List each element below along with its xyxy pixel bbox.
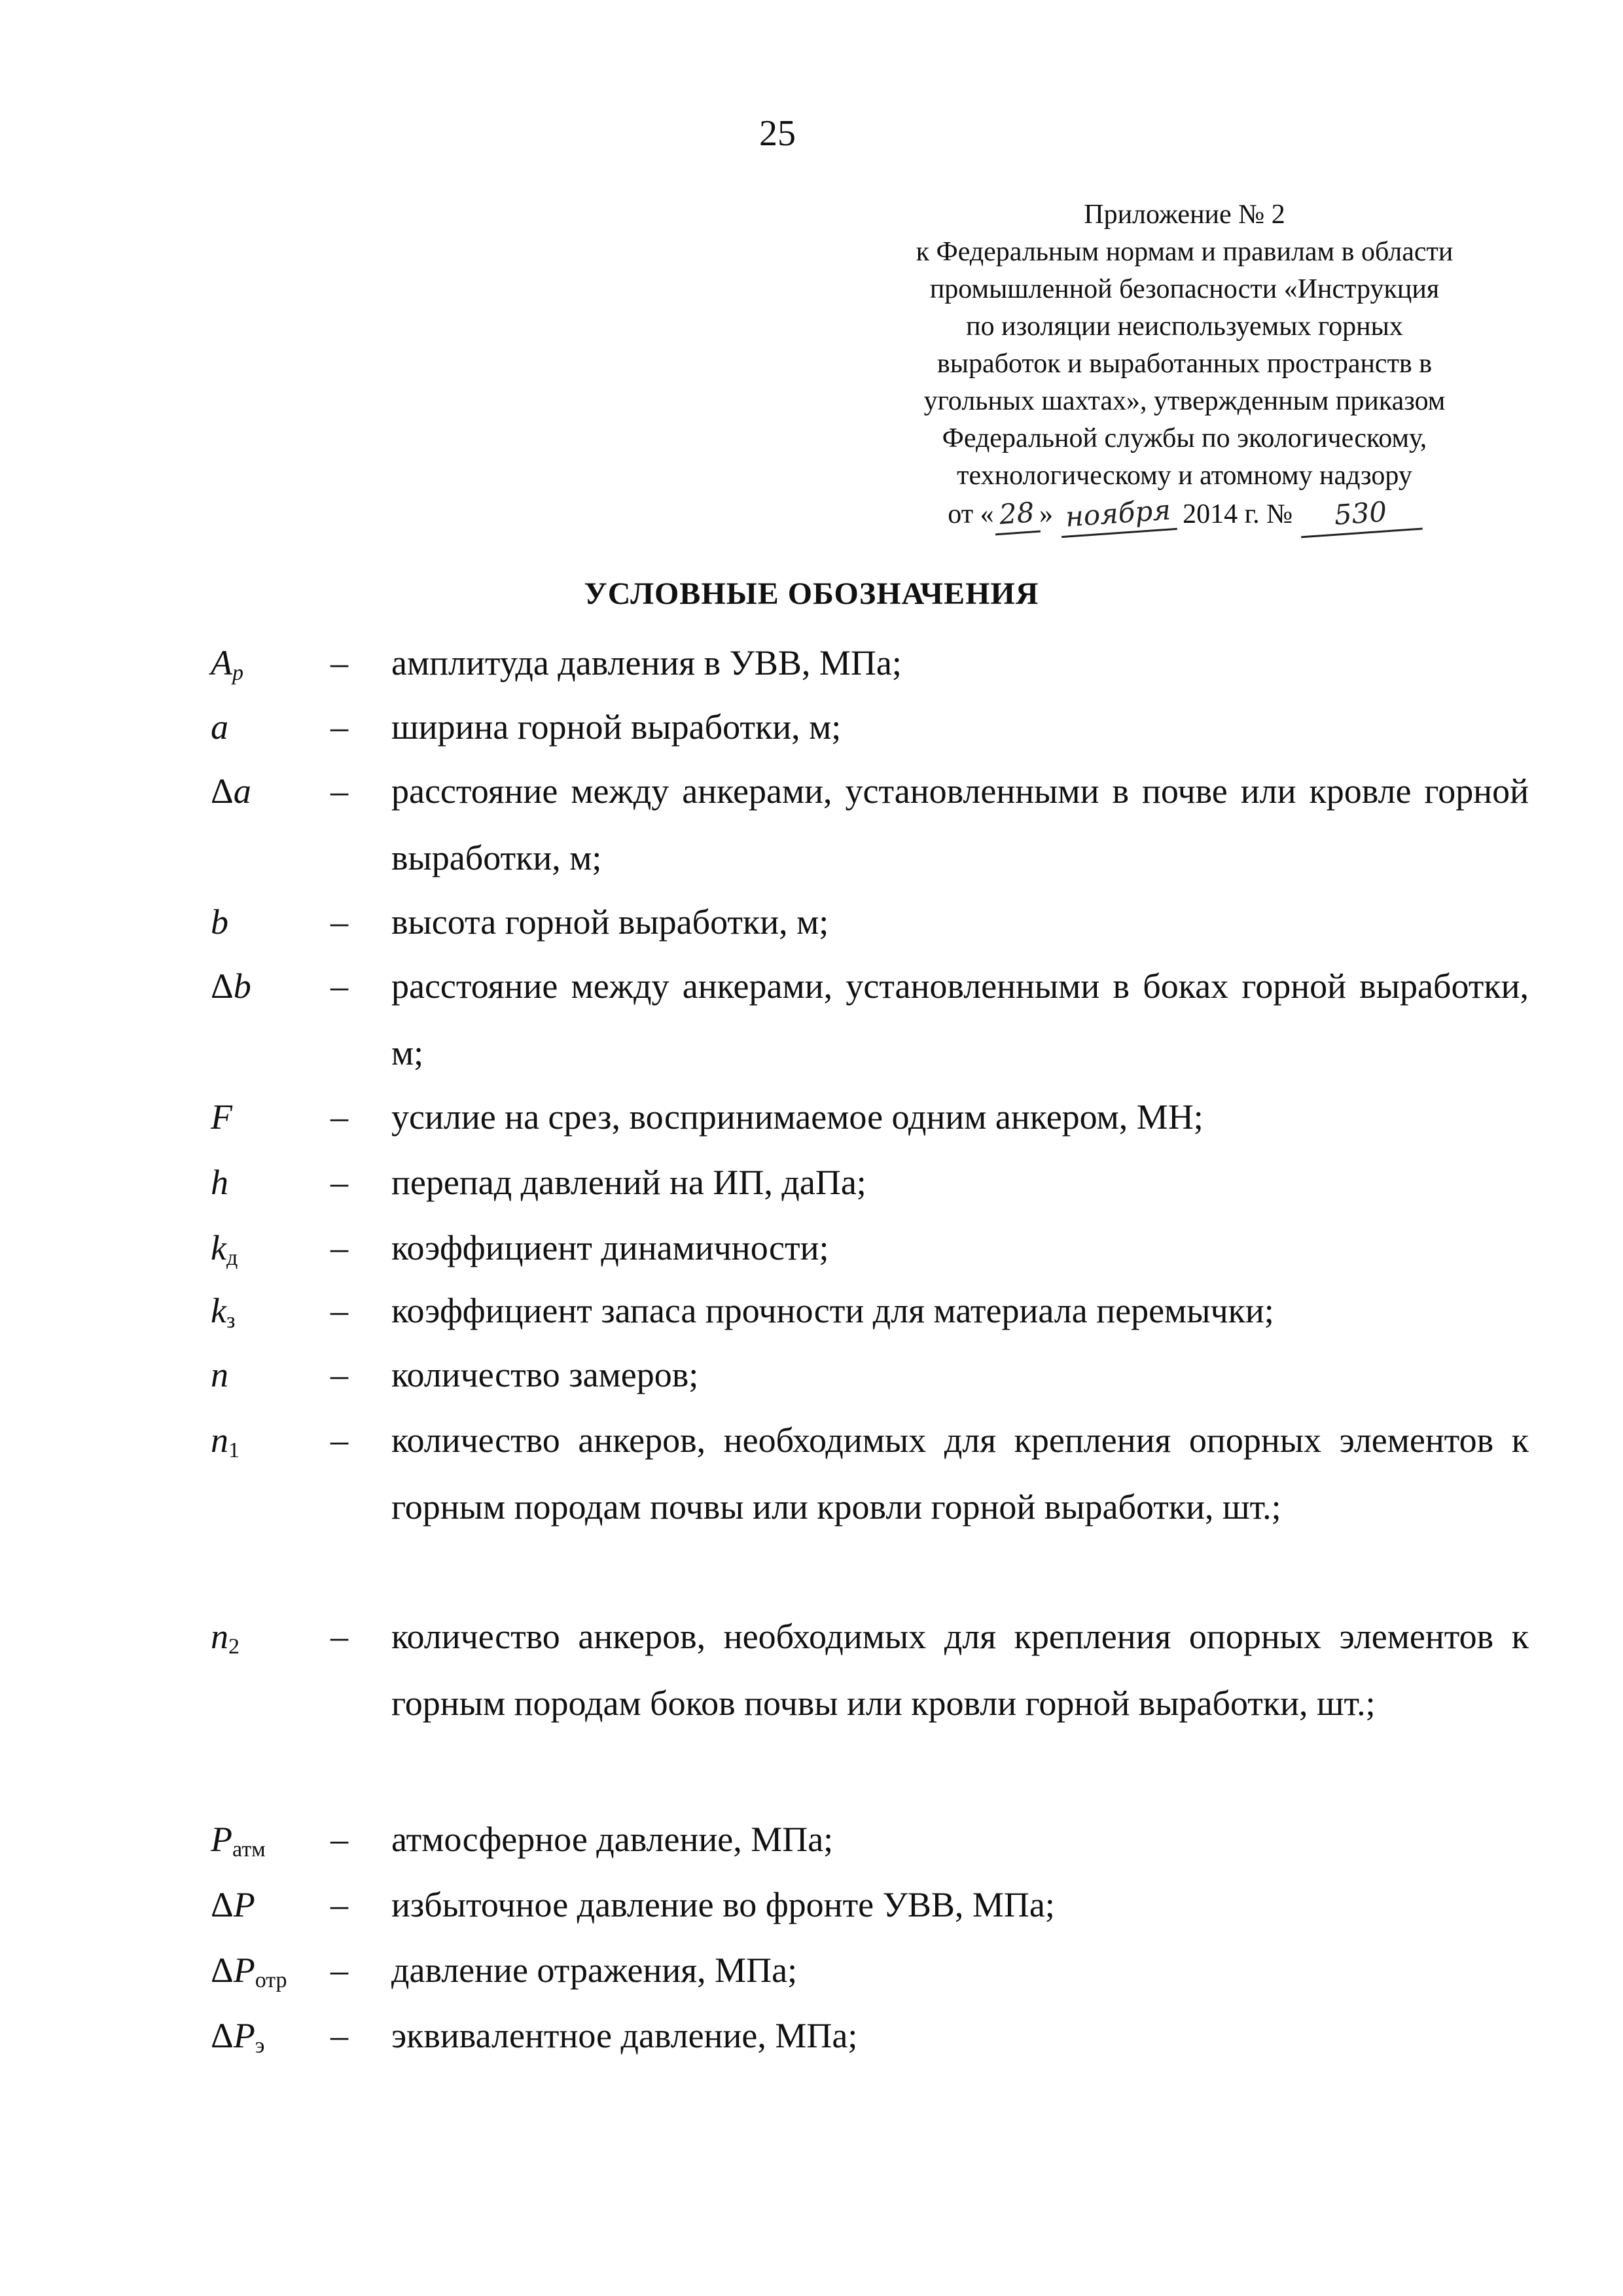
symbol-dash: – xyxy=(330,707,348,747)
handwritten-order-number: 530 xyxy=(1298,491,1423,539)
symbol-description: перепад давлений на ИП, даПа; xyxy=(391,1163,866,1202)
symbol-dash: – xyxy=(330,1885,348,1924)
symbol-description: количество анкеров, необходимых для крепления опорных элементов к горным породам боков почвы или кровли горной выработки, шт.; xyxy=(391,1617,1529,1723)
symbol-base: n xyxy=(211,1421,228,1460)
symbol-base: P xyxy=(233,1885,255,1924)
symbol-base: b xyxy=(211,902,228,942)
symbol-description: коэффициент динамичности; xyxy=(391,1228,829,1267)
symbol-description: количество анкеров, необходимых для крепления опорных элементов к горным породам почвы или кровли горной выработки, шт.; xyxy=(391,1421,1529,1527)
symbol-base: h xyxy=(211,1163,228,1202)
symbol-description: количество замеров; xyxy=(391,1355,699,1394)
symbol-description: расстояние между анкерами, установленными в боках горной выработки, м; xyxy=(391,966,1529,1072)
symbol-dash: – xyxy=(330,1355,348,1394)
date-mid: » xyxy=(1039,499,1054,529)
delta-sign: Δ xyxy=(211,2016,234,2055)
symbol-row xyxy=(0,629,1623,696)
appendix-line: выработок и выработанных пространств в xyxy=(936,349,1433,379)
symbol-row xyxy=(0,1937,1623,2004)
date-prefix: от « xyxy=(948,499,994,529)
handwritten-month: ноября xyxy=(1059,491,1177,538)
symbol-row xyxy=(0,1277,1623,1344)
symbol-dash: – xyxy=(330,1097,348,1137)
symbol-base: b xyxy=(233,966,251,1006)
symbol-subscript: з xyxy=(226,1309,236,1333)
symbol-subscript: 2 xyxy=(228,1634,240,1659)
symbol-dash: – xyxy=(330,771,348,811)
symbol-row xyxy=(0,1341,1623,1408)
symbol-row xyxy=(0,758,1623,891)
symbol-base: P xyxy=(233,2016,255,2055)
symbol-description: атмосферное давление, МПа; xyxy=(391,1820,834,1859)
appendix-line: Приложение № 2 xyxy=(1084,200,1285,230)
symbol-description: давление отражения, МПа; xyxy=(391,1951,798,1990)
symbol-subscript: э xyxy=(255,2034,265,2058)
symbol-description: ширина горной выработки, м; xyxy=(391,707,842,747)
symbol-row xyxy=(0,1603,1623,1803)
symbol-row xyxy=(0,1806,1623,1873)
delta-sign: Δ xyxy=(211,771,234,811)
symbol-base: a xyxy=(211,707,228,747)
symbol-base: k xyxy=(211,1228,226,1267)
symbol-description: высота горной выработки, м; xyxy=(391,902,829,942)
symbol-dash: – xyxy=(330,902,348,942)
page-number: 25 xyxy=(759,113,796,154)
section-title: УСЛОВНЫЕ ОБОЗНАЧЕНИЯ xyxy=(584,576,1039,611)
delta-sign: Δ xyxy=(211,966,234,1006)
symbol-row xyxy=(0,1214,1623,1281)
symbol-description: расстояние между анкерами, установленными в почве или кровле горной выработки, м; xyxy=(391,771,1529,877)
symbol-base: A xyxy=(211,643,232,682)
symbol-dash: – xyxy=(330,2016,348,2055)
symbol-subscript: отр xyxy=(255,1968,287,1992)
appendix-line: к Федеральным нормам и правилам в области xyxy=(916,237,1454,267)
symbol-description: эквивалентное давление, МПа; xyxy=(391,2016,858,2055)
appendix-line: технологическому и атомному надзору xyxy=(957,461,1412,491)
symbol-base: n xyxy=(211,1617,228,1656)
symbol-subscript: д xyxy=(226,1246,238,1270)
date-year: 2014 г. № xyxy=(1183,499,1293,529)
symbol-row xyxy=(0,694,1623,760)
symbol-row xyxy=(0,1407,1623,1607)
appendix-line: промышленной безопасности «Инструкция xyxy=(929,274,1440,304)
symbol-subscript: p xyxy=(232,661,243,685)
appendix-line: Федеральной службы по экологическому, xyxy=(942,423,1427,453)
appendix-line: угольных шахтах», утвержденным приказом xyxy=(923,386,1446,416)
symbol-description: усилие на срез, воспринимаемое одним анкером, МН; xyxy=(391,1097,1204,1137)
symbol-base: P xyxy=(233,1951,255,1990)
symbol-dash: – xyxy=(330,643,348,682)
symbol-subscript: атм xyxy=(232,1837,266,1862)
symbol-row xyxy=(0,1149,1623,1216)
symbol-dash: – xyxy=(330,1421,348,1460)
symbol-description: амплитуда давления в УВВ, МПа; xyxy=(391,643,902,682)
symbol-dash: – xyxy=(330,1291,348,1330)
appendix-line: по изоляции неиспользуемых горных xyxy=(966,311,1403,342)
symbol-dash: – xyxy=(330,1820,348,1859)
symbol-dash: – xyxy=(330,1163,348,1202)
symbol-base: a xyxy=(233,771,251,811)
symbol-dash: – xyxy=(330,1228,348,1267)
symbol-dash: – xyxy=(330,1951,348,1990)
handwritten-day: 28 xyxy=(993,493,1041,536)
symbol-dash: – xyxy=(330,966,348,1006)
symbol-row xyxy=(0,953,1623,1086)
symbol-row xyxy=(0,889,1623,955)
symbol-dash: – xyxy=(330,1617,348,1656)
symbol-subscript: 1 xyxy=(228,1438,240,1462)
delta-sign: Δ xyxy=(211,1951,234,1990)
symbol-row xyxy=(0,1084,1623,1150)
symbol-row xyxy=(0,2002,1623,2069)
symbol-base: F xyxy=(211,1097,232,1137)
delta-sign: Δ xyxy=(211,1885,234,1924)
symbol-row xyxy=(0,1871,1623,1938)
symbol-description: избыточное давление во фронте УВВ, МПа; xyxy=(391,1885,1055,1924)
symbol-base: k xyxy=(211,1291,226,1330)
symbol-base: P xyxy=(211,1820,232,1859)
symbol-description: коэффициент запаса прочности для материала перемычки; xyxy=(391,1291,1274,1330)
symbol-base: n xyxy=(211,1355,228,1394)
